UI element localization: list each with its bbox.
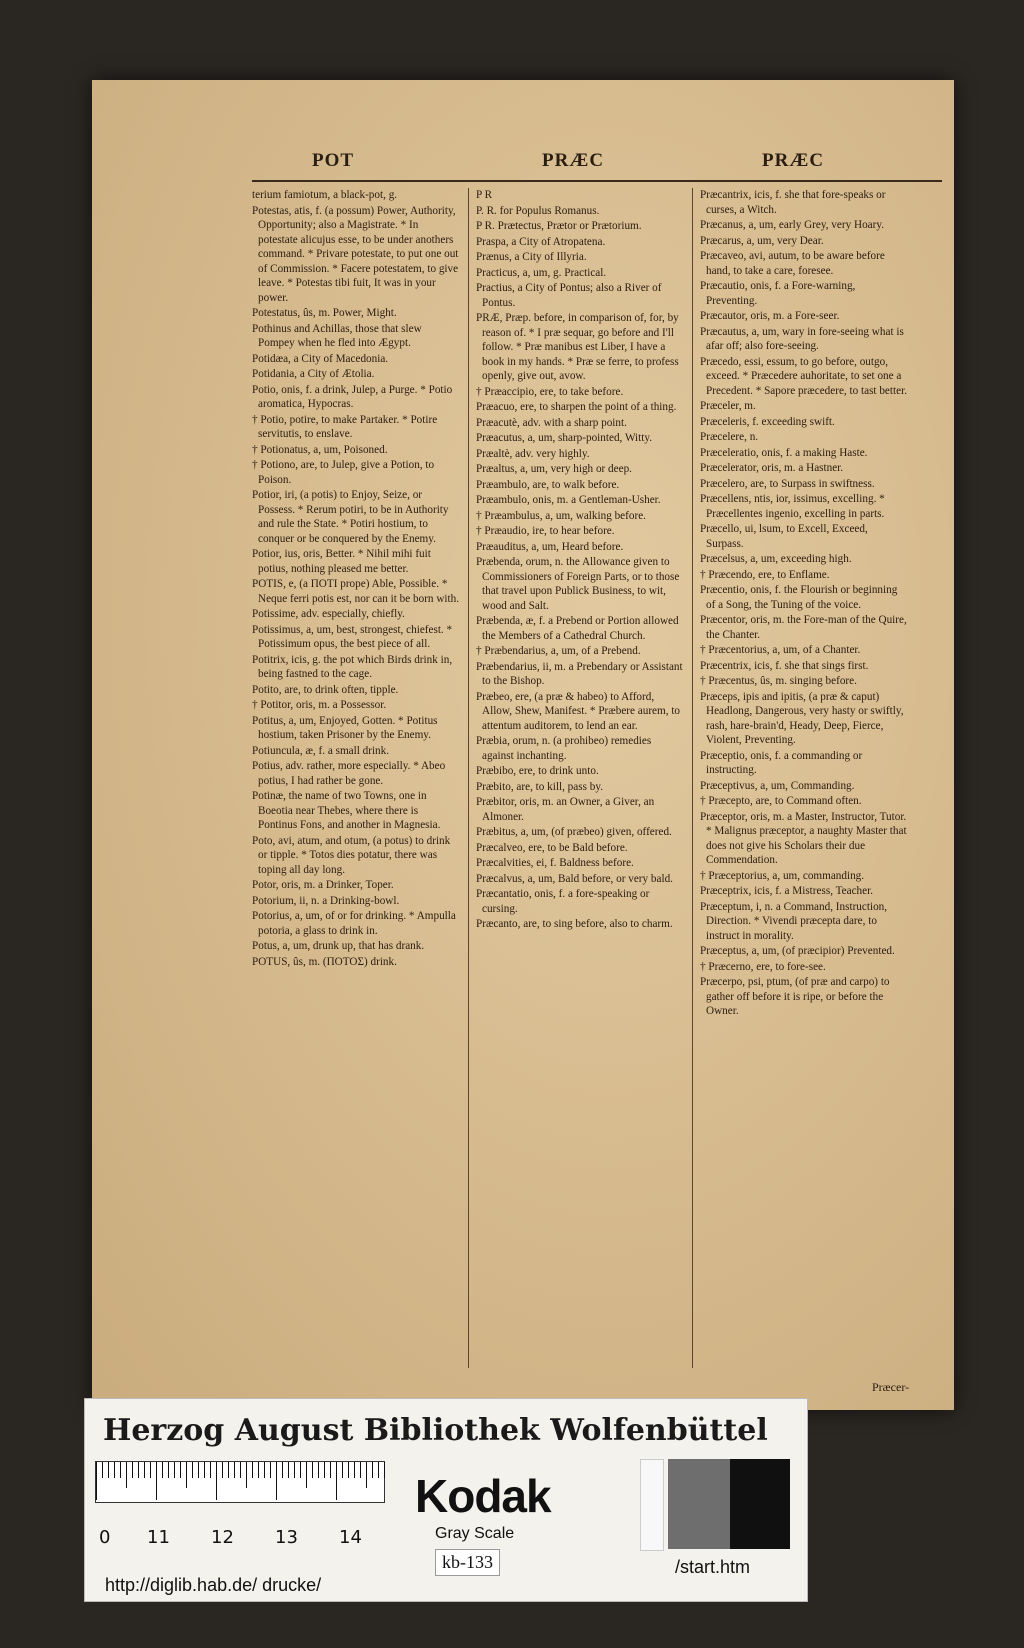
dictionary-entry: Præacuo, ere, to sharpen the point of a thing. xyxy=(476,401,677,413)
dictionary-entry: Præcalveo, ere, to be Bald before. xyxy=(476,841,628,854)
dictionary-entry: Præcanus, a, um, early Grey, very Hoary. xyxy=(700,219,885,231)
ruler-tick xyxy=(138,1462,139,1478)
ruler-tick xyxy=(156,1462,157,1500)
dictionary-entry: Præcantrix, icis, f. she that fore-speaks or curses, a Witch. xyxy=(700,189,886,216)
dictionary-entry: Præbitor, oris, m. an Owner, a Giver, an Almoner. xyxy=(476,796,655,823)
ruler-tick xyxy=(318,1462,319,1478)
dictionary-entry: Præcantatio, onis, f. a fore-speaking or cursing. xyxy=(476,888,650,915)
dictionary-entry: POTUS, ûs, m. (ΠΟΤΟΣ) drink. xyxy=(252,955,397,968)
dictionary-entry: Potius, adv. rather, more especially. * Abeo potius, I had rather be gone. xyxy=(252,760,446,787)
dictionary-entry: Potorium, ii, n. a Drinking-bowl. xyxy=(252,894,400,907)
dictionary-entry: Præbendarius, ii, m. a Prebendary or Assistant to the Bishop. xyxy=(476,660,683,687)
dictionary-entry: Potidæa, a City of Macedonia. xyxy=(252,352,389,365)
header-left: POT xyxy=(312,150,355,171)
dictionary-entry: Potior, ius, oris, Better. * Nihil mihi fuit potius, nothing pleased me better. xyxy=(252,548,431,575)
ruler-tick xyxy=(378,1462,379,1478)
ruler-tick xyxy=(216,1462,217,1500)
ruler-tick xyxy=(270,1462,271,1478)
dictionary-page xyxy=(92,80,954,1410)
dictionary-entry: † Præcentus, ûs, m. singing before. xyxy=(700,675,857,687)
dictionary-entry: P R xyxy=(476,189,493,201)
dictionary-entry: Præceleratio, onis, f. a making Haste. xyxy=(700,446,868,459)
gray-patch-mid xyxy=(668,1459,730,1549)
dictionary-entry: terium famiotum, a black-pot, g. xyxy=(252,189,398,201)
ruler-number: 14 xyxy=(339,1527,362,1548)
dictionary-entry: Præbenda, æ, f. a Prebend or Portion allowed the Members of a Cathedral Church. xyxy=(476,615,679,642)
dictionary-entry: Præcaveo, avi, autum, to be aware before hand, to take a care, foresee. xyxy=(700,250,885,277)
ruler-tick xyxy=(306,1462,307,1488)
ruler-number: 0 xyxy=(99,1527,111,1548)
ruler-tick xyxy=(174,1462,175,1478)
dictionary-entry: Præaltus, a, um, very high or deep. xyxy=(476,463,632,475)
dictionary-entry: P R. Prætectus, Prætor or Prætorium. xyxy=(476,220,642,232)
dictionary-entry: Præcanto, are, to sing before, also to charm. xyxy=(476,918,673,930)
ruler-tick xyxy=(288,1462,289,1478)
ruler-tick xyxy=(114,1462,115,1478)
dictionary-entry: Poto, avi, atum, and otum, (a potus) to drink or tipple. * Totos dies potatur, there was toping all day long. xyxy=(252,834,451,876)
dictionary-entry: † Præbendarius, a, um, of a Prebend. xyxy=(476,645,641,657)
dictionary-entry: Potior, iri, (a potis) to Enjoy, Seize, or Possess. * Rerum potiri, to be in Authority and rule the State. * Potiri hostium, to conquer or be conquered by the Enemy. xyxy=(252,489,449,545)
header-right: PRÆC xyxy=(762,150,825,171)
dictionary-entry: Potitrix, icis, g. the pot which Birds drink in, being fastned to the cage. xyxy=(252,653,453,680)
dictionary-entry: Præcentrix, icis, f. she that sings first. xyxy=(700,659,869,672)
dictionary-entry: Potissime, adv. especially, chiefly. xyxy=(252,608,405,620)
gray-patch-white xyxy=(640,1459,664,1551)
ruler-tick xyxy=(228,1462,229,1478)
ruler-tick xyxy=(132,1462,133,1478)
column-divider xyxy=(692,188,693,1368)
dictionary-entry: † Præcendo, ere, to Enflame. xyxy=(700,568,830,581)
dictionary-entry: Præcentor, oris, m. the Fore-man of the Quire, the Chanter. xyxy=(700,614,907,641)
dictionary-entry: † Præceptorius, a, um, commanding. xyxy=(700,869,865,882)
ruler-tick xyxy=(336,1462,337,1500)
dictionary-entry: Præcelerator, oris, m. a Hastner. xyxy=(700,462,844,474)
dictionary-entry: Præceptum, i, n. a Command, Instruction, Direction. * Vivendi præcepta dare, to instruct in morality. xyxy=(700,900,888,942)
dictionary-entry: Præaltè, adv. very highly. xyxy=(476,447,590,460)
dictionary-entry: Potiuncula, æ, f. a small drink. xyxy=(252,744,390,757)
dictionary-entry: Potor, oris, m. a Drinker, Toper. xyxy=(252,879,394,891)
dictionary-entry: † Potionatus, a, um, Poisoned. xyxy=(252,443,388,456)
dictionary-entry: Potidania, a City of Ætolia. xyxy=(252,368,375,380)
ruler-tick xyxy=(312,1462,313,1478)
ruler-tick xyxy=(258,1462,259,1478)
shelf-code: kb-133 xyxy=(435,1549,500,1576)
dictionary-entry: P. R. for Populus Romanus. xyxy=(476,204,600,217)
dictionary-entry: Præceptrix, icis, f. a Mistress, Teacher. xyxy=(700,885,873,897)
ruler-tick xyxy=(96,1462,97,1500)
ruler-tick xyxy=(144,1462,145,1478)
ruler-tick xyxy=(204,1462,205,1478)
ruler-tick xyxy=(126,1462,127,1488)
ruler-tick xyxy=(342,1462,343,1478)
dictionary-entry: Præcautio, onis, f. a Fore-warning, Preventing. xyxy=(700,280,856,307)
dictionary-entry: Præcelero, are, to Surpass in swiftness. xyxy=(700,477,875,490)
dictionary-entry: † Potitor, oris, m. a Possessor. xyxy=(252,699,387,711)
ruler-tick xyxy=(150,1462,151,1478)
ruler-tick xyxy=(246,1462,247,1488)
ruler-tick xyxy=(294,1462,295,1478)
dictionary-entry: † Præambulus, a, um, walking before. xyxy=(476,509,646,522)
column-middle xyxy=(476,188,684,1376)
dictionary-entry: † Præcentorius, a, um, of a Chanter. xyxy=(700,644,861,656)
dictionary-entry: Practius, a City of Pontus; also a River of Pontus. xyxy=(476,282,662,309)
dictionary-entry: Praspa, a City of Atropatena. xyxy=(476,235,606,248)
ruler-tick xyxy=(210,1462,211,1478)
ruler-tick xyxy=(348,1462,349,1478)
scale-ruler xyxy=(95,1461,385,1503)
dictionary-entry: Prænus, a City of Illyria. xyxy=(476,251,587,263)
dictionary-entry: PRÆ, Præp. before, in comparison of, for, by reason of. * I præ sequar, go before and I'll follow. * Præ manibus est Liber, I have a book in my hands. * Præ se ferre, to profess openly, give out, avow. xyxy=(476,312,679,382)
ruler-tick xyxy=(366,1462,367,1488)
header-middle: PRÆC xyxy=(542,150,605,171)
ruler-tick xyxy=(264,1462,265,1478)
dictionary-entry: Potio, onis, f. a drink, Julep, a Purge. * Potio aromatica, Hypocras. xyxy=(252,383,453,410)
dictionary-entry: Potestatus, ûs, m. Power, Might. xyxy=(252,307,397,319)
dictionary-entry: Præcautus, a, um, wary in fore-seeing what is afar off; also fore-seeing. xyxy=(700,325,904,352)
dictionary-entry: Præcentio, onis, f. the Flourish or beginning of a Song, the Tuning of the voice. xyxy=(700,584,898,611)
library-name: Herzog August Bibliothek Wolfenbüttel xyxy=(103,1413,768,1448)
dictionary-entry: Præceptio, onis, f. a commanding or instructing. xyxy=(700,749,863,776)
dictionary-entry: Præceptivus, a, um, Commanding. xyxy=(700,779,855,792)
dictionary-entry: Præcelsus, a, um, exceeding high. xyxy=(700,553,852,565)
dictionary-entry: Præbenda, orum, n. the Allowance given to Commissioners of Foreign Parts, or to those that travel upon Publick Business, to wit, wood and Salt. xyxy=(476,556,680,612)
dictionary-entry: Potinæ, the name of two Towns, one in Boeotia near Thebes, where there is Pontinus Fons, and another in Magnesia. xyxy=(252,790,441,831)
ruler-tick xyxy=(360,1462,361,1478)
dictionary-entry: Præauditus, a, um, Heard before. xyxy=(476,540,624,553)
column-right xyxy=(700,188,908,1376)
dictionary-entry: Potissimus, a, um, best, strongest, chiefest. * Potissimum opus, the best piece of all. xyxy=(252,623,453,650)
dictionary-entry: Potitus, a, um, Enjoyed, Gotten. * Potitus hostium, taken Prisoner by the Enemy. xyxy=(252,714,438,741)
dictionary-entry: Præbitus, a, um, (of præbeo) given, offered. xyxy=(476,826,672,838)
dictionary-entry: Præceptus, a, um, (of præcipior) Prevented. xyxy=(700,945,895,957)
dictionary-entry: Præcello, ui, lsum, to Excell, Exceed, Surpass. xyxy=(700,523,868,550)
dictionary-entry: Præceps, ipis and ipitis, (a præ & caput) Headlong, Dangerous, very hasty or swiftly, rash, hare-brain'd, Heady, Deep, Fierce, Violent, Preventing. xyxy=(700,690,904,746)
ruler-tick xyxy=(252,1462,253,1478)
ruler-tick xyxy=(384,1462,385,1478)
dictionary-entry: † Præcerno, ere, to fore-see. xyxy=(700,960,826,973)
column-divider xyxy=(468,188,469,1368)
dictionary-entry: Præcelere, n. xyxy=(700,431,759,443)
running-headers xyxy=(252,150,942,182)
dictionary-entry: Potestas, atis, f. (a possum) Power, Authority, Opportunity; also a Magistrate. * In potestate alicujus esse, to be under anothers command. * Privare potestate, to put one out of Commission. * Facere potestatem, to give leave. * Potestas tibi fuit, It was in your power. xyxy=(252,204,459,304)
ruler-tick xyxy=(198,1462,199,1478)
dictionary-entry: Potorius, a, um, of or for drinking. * Ampulla potoria, a glass to drink in. xyxy=(252,910,456,937)
catchword: Præcer- xyxy=(872,1380,910,1394)
ruler-tick xyxy=(222,1462,223,1478)
dictionary-entry: Præcedo, essi, essum, to go before, outgo, exceed. * Præcedere auhoritate, to set one a Precedent. * Sapore præcedere, to tast better. xyxy=(700,355,907,397)
dictionary-entry: † Potiono, are, to Julep, give a Potion, to Poison. xyxy=(252,459,435,486)
dictionary-entry: Præacutè, adv. with a sharp point. xyxy=(476,416,627,429)
ruler-tick xyxy=(330,1462,331,1478)
ruler-tick xyxy=(162,1462,163,1478)
ruler-number: 13 xyxy=(275,1527,298,1548)
kodak-logo: Kodak xyxy=(415,1470,551,1522)
dictionary-entry: Præceleris, f. exceeding swift. xyxy=(700,415,835,428)
dictionary-entry: Præbito, are, to kill, pass by. xyxy=(476,780,603,793)
dictionary-entry: Potus, a, um, drunk up, that has drank. xyxy=(252,940,425,952)
ruler-tick xyxy=(186,1462,187,1488)
dictionary-entry: Pothinus and Achillas, those that slew Pompey when he fled into Ægypt. xyxy=(252,322,422,349)
dictionary-entry: Præambulo, onis, m. a Gentleman-Usher. xyxy=(476,494,661,506)
dictionary-entry: † Præaudio, ire, to hear before. xyxy=(476,525,615,537)
dictionary-entry: Præacutus, a, um, sharp-pointed, Witty. xyxy=(476,432,653,444)
dictionary-entry: Præceptor, oris, m. a Master, Instructor, Tutor. * Malignus præceptor, a naughty Master that does not give his Scholars their due Commendation. xyxy=(700,810,907,866)
dictionary-entry: Potito, are, to drink often, tipple. xyxy=(252,683,399,696)
ruler-number: 11 xyxy=(147,1527,170,1548)
ruler-tick xyxy=(120,1462,121,1478)
dictionary-entry: Præbia, orum, n. (a prohibeo) remedies against inchanting. xyxy=(476,735,652,762)
ruler-tick xyxy=(300,1462,301,1478)
dictionary-entry: Præcalvities, ei, f. Baldness before. xyxy=(476,857,634,869)
dictionary-entry: † Præcepto, are, to Command often. xyxy=(700,795,862,807)
gray-scale-label: Gray Scale xyxy=(435,1525,515,1542)
dictionary-entry: Præambulo, are, to walk before. xyxy=(476,478,620,491)
dictionary-entry: Præbeo, ere, (a præ & habeo) to Afford, Allow, Shew, Manifest. * Præbere aurem, to attentum auditorem, to lend an ear. xyxy=(476,690,681,732)
dictionary-entry: † Præaccipio, ere, to take before. xyxy=(476,385,624,398)
ruler-tick xyxy=(192,1462,193,1478)
ruler-tick xyxy=(168,1462,169,1478)
dictionary-entry: POTIS, e, (a ΠΟΤΙ prope) Able, Possible. * Neque ferri potis est, nor can it be born with. xyxy=(252,578,460,605)
archive-card xyxy=(84,1398,808,1602)
gray-patch-black xyxy=(730,1459,790,1549)
start-link: /start.htm xyxy=(675,1557,751,1577)
dictionary-entry: Præcellens, ntis, ior, issimus, excelling. * Præcellentes ingenio, excelling in parts. xyxy=(700,493,885,520)
ruler-tick xyxy=(282,1462,283,1478)
ruler-tick xyxy=(240,1462,241,1478)
dictionary-entry: Præbibo, ere, to drink unto. xyxy=(476,765,599,777)
column-left xyxy=(252,188,460,1376)
dictionary-entry: Præcalvus, a, um, Bald before, or very bald. xyxy=(476,872,673,885)
dictionary-entry: Præcarus, a, um, very Dear. xyxy=(700,234,824,247)
ruler-number: 12 xyxy=(211,1527,234,1548)
dictionary-entry: Præceler, m. xyxy=(700,400,756,412)
ruler-tick xyxy=(102,1462,103,1478)
source-url: http://diglib.hab.de/ drucke/ xyxy=(105,1575,322,1595)
dictionary-entry: Præcerpo, psi, ptum, (of præ and carpo) to gather off before it is ripe, or before the Owner. xyxy=(700,976,890,1017)
ruler-tick xyxy=(324,1462,325,1478)
ruler-tick xyxy=(276,1462,277,1500)
dictionary-entry: † Potio, potire, to make Partaker. * Potire servitutis, to enslave. xyxy=(252,413,438,440)
ruler-tick xyxy=(108,1462,109,1478)
ruler-tick xyxy=(234,1462,235,1478)
ruler-tick xyxy=(372,1462,373,1478)
dictionary-entry: Practicus, a, um, g. Practical. xyxy=(476,266,607,279)
ruler-tick xyxy=(354,1462,355,1478)
dictionary-entry: Præcautor, oris, m. a Fore-seer. xyxy=(700,310,840,322)
ruler-tick xyxy=(180,1462,181,1478)
